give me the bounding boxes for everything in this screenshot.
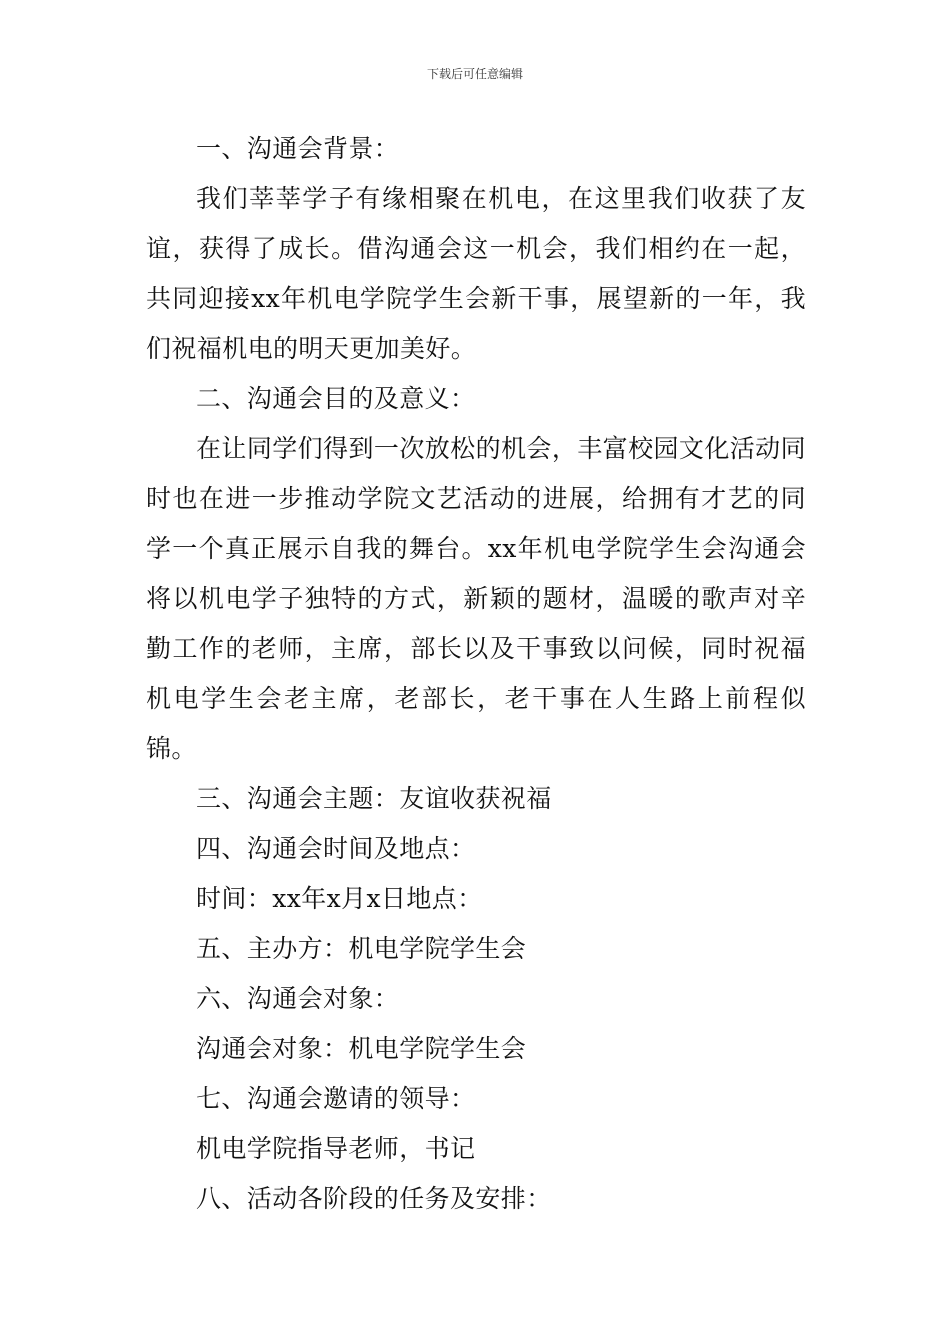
paragraph-audience: 沟通会对象：机电学院学生会 [196,1034,527,1063]
section-heading-purpose: 二、沟通会目的及意义： [196,384,476,413]
paragraph-time-place: 时间：xx年x月x日地点： [196,884,483,913]
section-organizer: 五、主办方：机电学院学生会 [196,934,527,963]
section-heading-background: 一、沟通会背景： [196,134,400,163]
document-body [146,124,806,1224]
section-heading-tasks: 八、活动各阶段的任务及安排： [196,1184,552,1213]
paragraph-invited-leaders: 机电学院指导老师，书记 [196,1134,476,1163]
section-theme: 三、沟通会主题：友谊收获祝福 [196,784,552,813]
paragraph-background-text: 我们莘莘学子有缘相聚在机电，在这里我们收获了友谊，获得了成长。借沟通会这一机会，我们相约在一起，共同迎接xx年机电学院学生会新干事，展望新的一年，我们祝福机电的明天更加美好。 [146,184,806,363]
section-heading-invited-leaders: 七、沟通会邀请的领导： [196,1084,476,1113]
section-heading-time-place: 四、沟通会时间及地点： [196,834,476,863]
section-heading-audience: 六、沟通会对象： [196,984,400,1013]
page-header-note: 下载后可任意编辑 [426,67,523,81]
paragraph-purpose-text: 在让同学们得到一次放松的机会，丰富校园文化活动同时也在进一步推动学院文艺活动的进展，给拥有才艺的同学一个真正展示自我的舞台。xx年机电学院学生会沟通会将以机电学子独特的方式，新颖的题材，温暖的歌声对辛勤工作的老师，主席，部长以及干事致以问候，同时祝福机电学生会老主席，老部长，老干事在人生路上前程似锦。 [146,434,806,763]
